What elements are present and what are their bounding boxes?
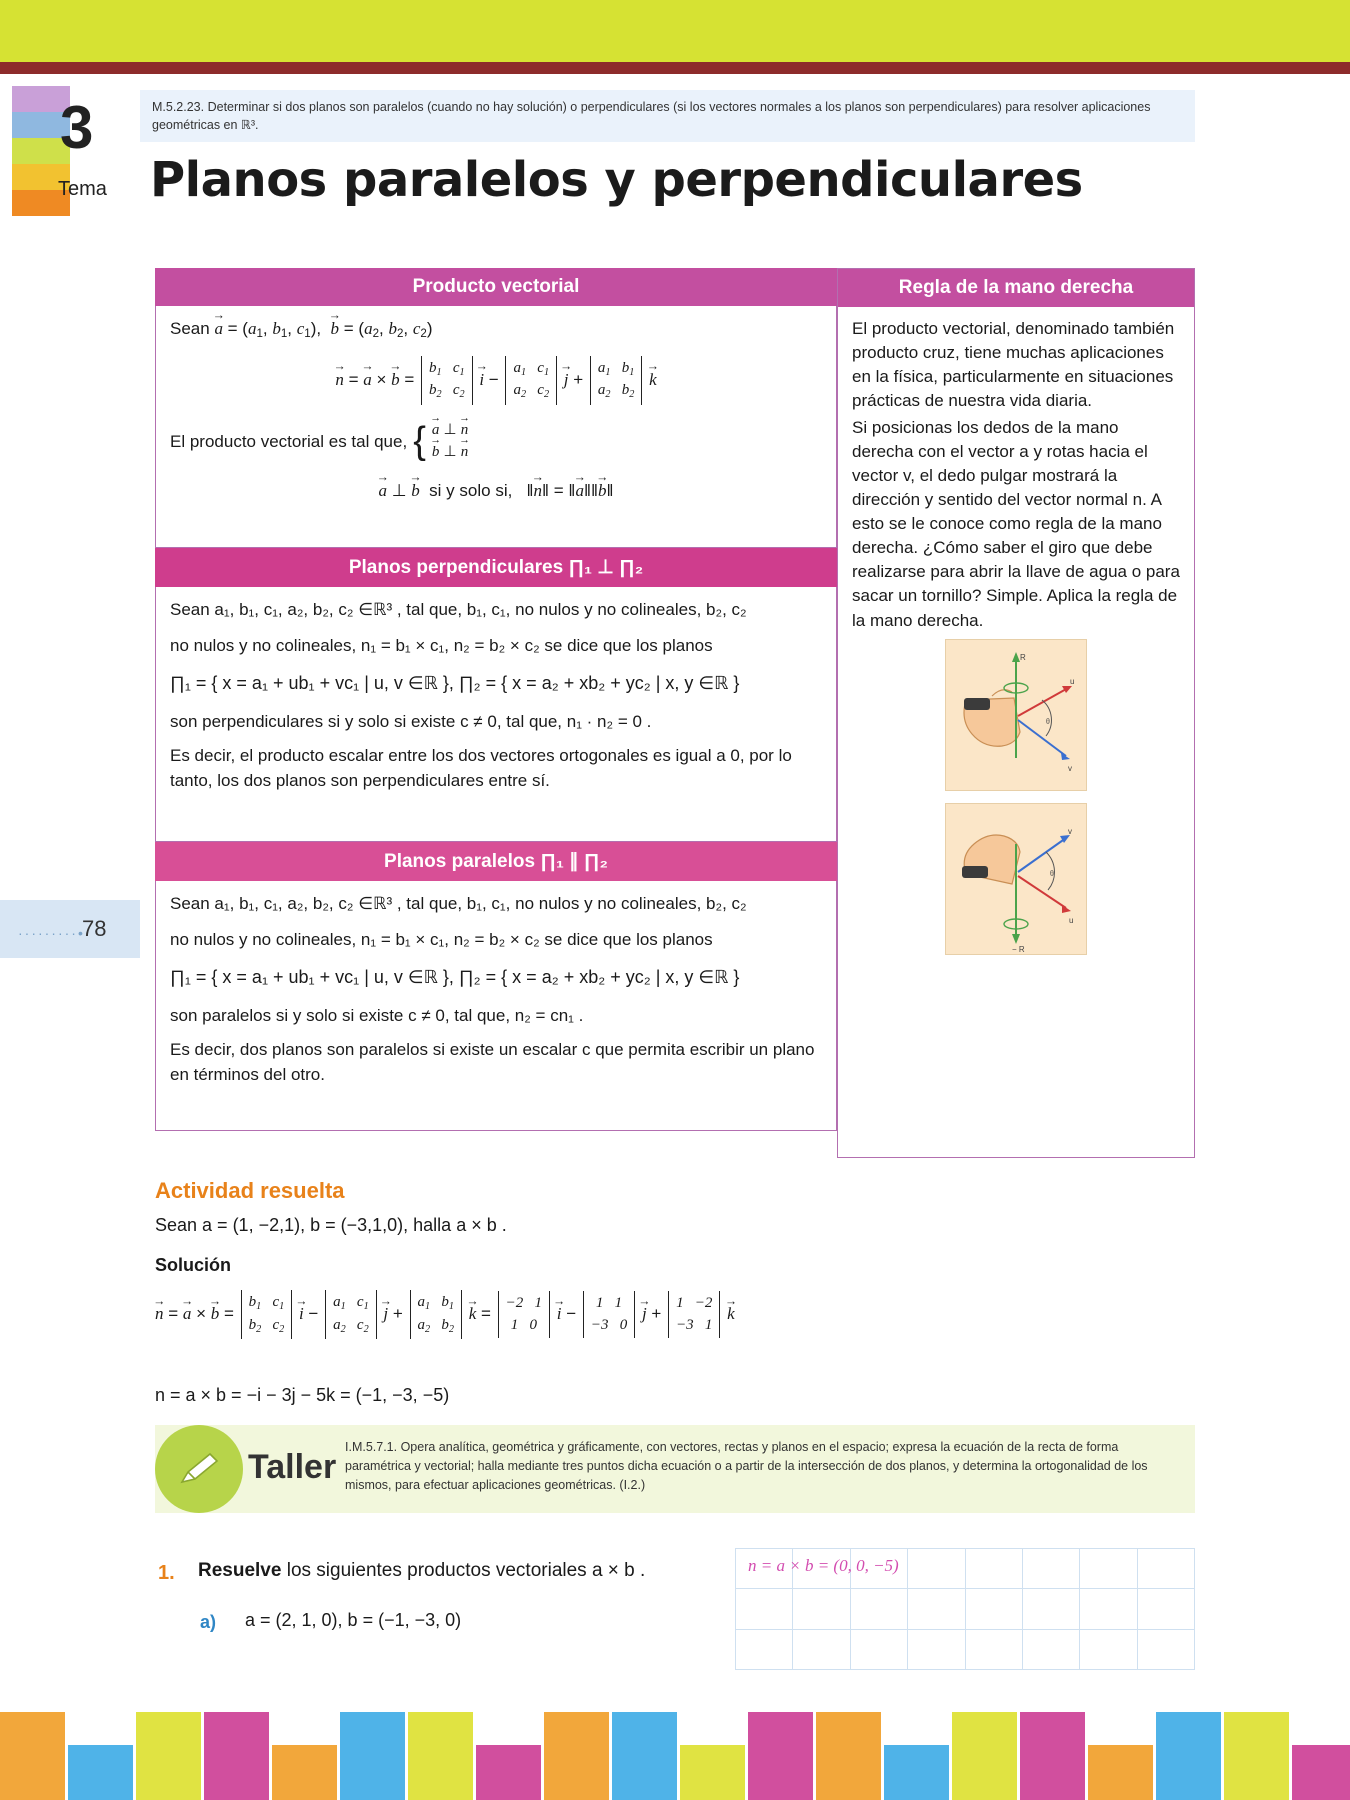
bottom-bar: [1156, 1712, 1221, 1800]
svg-text:v: v: [1068, 826, 1072, 836]
bottom-bar: [476, 1745, 541, 1800]
table-row[interactable]: [736, 1589, 1195, 1629]
pv-formula: n → = a → × b → = $b_1$ $c_1$ $b_2$ $c_2$ i → − $a_1$ $c_1$ $a_2$ $c_2$ j → + $a_1$ $b_1$ $a_2$ $b_2$ k →: [170, 356, 822, 405]
exercise-item-a-body: a = (2, 1, 0), b = (−1, −3, 0): [245, 1610, 462, 1630]
grid-cell[interactable]: [793, 1629, 850, 1669]
solucion-label: Solución: [155, 1255, 231, 1275]
svg-text:u: u: [1069, 915, 1074, 925]
svg-text:θ: θ: [1046, 716, 1050, 726]
objective-text: M.5.2.23. Determinar si dos planos son paralelos (cuando no hay solución) o perpendiculares (si los vectores normales a los planos son perpendiculares) para resolver aplicaciones geométricas en ℝ³.: [140, 90, 1195, 142]
bottom-bar: [1292, 1745, 1350, 1800]
bottom-bar: [0, 1712, 65, 1800]
planos-perpendiculares-header: Planos perpendiculares ∏₁ ⊥ ∏₂: [155, 548, 837, 587]
bottom-bar: [340, 1712, 405, 1800]
grid-cell[interactable]: [1137, 1629, 1194, 1669]
regla-mano-body: [838, 307, 1194, 965]
pv-line2: El producto vectorial es tal que, { a → ⊥ n → b → ⊥ n →: [170, 419, 822, 464]
exercise-number: 1.: [158, 1562, 175, 1584]
grid-cell[interactable]: [965, 1629, 1022, 1669]
grid-cell[interactable]: [1022, 1629, 1079, 1669]
page-number-dots: ·········•: [18, 925, 85, 941]
grid-cell[interactable]: [1080, 1549, 1137, 1589]
pv-line3: a → ⊥ b → si y solo si, ‖n →‖ = ‖a →‖‖b →‖: [170, 478, 822, 504]
pp-line1: Sean a₁, b₁, c₁, a₂, b₂, c₂ ∈ℝ³ , tal que, b₁, c₁, no nulos y no colineales, b₂, c₂: [170, 600, 747, 619]
pp-line4: son perpendiculares si y solo si existe c ≠ 0, tal que, n₁ · n₂ = 0 .: [170, 712, 652, 731]
bottom-bar: [68, 1745, 133, 1800]
solucion-result: n = a × b = −i − 3j − 5k = (−1, −3, −5): [155, 1385, 450, 1405]
ppar-line3: ∏₁ = { x = a₁ + ub₁ + vc₁ | u, v ∈ℝ }, ∏₂ = { x = a₂ + xb₂ + yc₂ | x, y ∈ℝ }: [170, 967, 740, 987]
page-number: 78: [82, 916, 107, 941]
grid-cell[interactable]: [1080, 1629, 1137, 1669]
bottom-bar: [1088, 1745, 1153, 1800]
bottom-bar: [408, 1712, 473, 1800]
grid-cell[interactable]: [850, 1589, 907, 1629]
grid-cell[interactable]: [736, 1629, 793, 1669]
taller-title: Taller: [248, 1448, 337, 1486]
svg-text:− R: − R: [1012, 944, 1025, 954]
exercise-prompt-rest: los siguientes productos vectoriales a × b .: [281, 1560, 646, 1581]
grid-cell[interactable]: [965, 1549, 1022, 1589]
pp-line2: no nulos y no colineales, n₁ = b₁ × c₁, n₂ = b₂ × c₂ se dice que los planos: [170, 635, 713, 655]
planos-perpendiculares-panel: [155, 587, 837, 842]
svg-text:u: u: [1070, 676, 1075, 686]
tema-number: 3: [60, 94, 94, 161]
producto-vectorial-header: Producto vectorial: [155, 268, 837, 306]
grid-cell[interactable]: [908, 1589, 965, 1629]
svg-text:θ: θ: [1050, 868, 1054, 878]
pp-line5: Es decir, el producto escalar entre los dos vectores ortogonales es igual a 0, por lo tanto, los dos planos son perpendiculares entre sí.: [170, 745, 792, 790]
grid-cell[interactable]: [1137, 1589, 1194, 1629]
producto-vectorial-panel: [155, 306, 837, 548]
bottom-bar: [816, 1712, 881, 1800]
planos-paralelos-panel: [155, 881, 837, 1131]
hand-diagram-2-icon: [946, 804, 1086, 954]
actividad-statement: Sean a = (1, −2,1), b = (−3,1,0), halla a × b .: [155, 1215, 507, 1235]
svg-text:v: v: [1068, 763, 1072, 773]
ppar-line2: no nulos y no colineales, n₁ = b₁ × c₁, n₂ = b₂ × c₂ se dice que los planos: [170, 929, 713, 949]
table-row[interactable]: [736, 1629, 1195, 1669]
bottom-bar: [1224, 1712, 1289, 1800]
planos-paralelos-header: Planos paralelos ∏₁ ∥ ∏₂: [155, 842, 837, 881]
pv-line1: Sean a → = ($a_1$, $b_1$, $c_1$), b → = ($a_2$, $b_2$, $c_2$): [170, 316, 822, 344]
tema-label: Tema: [58, 178, 107, 200]
top-maroon-band: [0, 62, 1350, 74]
ppar-line4: son paralelos si y solo si existe c ≠ 0, tal que, n₂ = cn₁ .: [170, 1006, 584, 1025]
exercise-prompt: [198, 1560, 645, 1582]
rm-paragraph-2: Si posicionas los dedos de la mano derecha con el vector a y rotas hacia el vector v, el dedo pulgar mostrará la dirección y sentido del vector normal n. A esto se le conoce como regla de la mano derecha. ¿Cómo saber el giro que debe realizarse para abrir la llave de agua o para sacar un tornillo? Simple. Aplica la regla de la mano derecha.: [852, 417, 1180, 630]
grid-cell[interactable]: [908, 1549, 965, 1589]
bottom-bar: [1020, 1712, 1085, 1800]
brace-icon: {: [413, 420, 426, 463]
grid-cell[interactable]: [1022, 1549, 1079, 1589]
svg-text:R: R: [1020, 652, 1026, 662]
actividad-title: Actividad resuelta: [155, 1178, 345, 1203]
grid-cell[interactable]: [908, 1629, 965, 1669]
page-title: Planos paralelos y perpendiculares: [150, 152, 1083, 208]
bottom-bar: [204, 1712, 269, 1800]
right-column: [837, 268, 1195, 1158]
hand-figures: [852, 639, 1180, 955]
grid-cell[interactable]: [1022, 1589, 1079, 1629]
pencil-icon: [180, 1452, 220, 1486]
solucion-math: n → = a → × b → = $b_1$ $c_1$ $b_2$ $c_2$ i → − $a_1$ $c_1$ $a_2$ $c_2$ j → + $a_1$ $b_1$ $a_2$ $b_2$ k → = −2 1 1 0 i → − 1 1 −3 0 j → + 1 −2 −3 1 k →: [155, 1290, 735, 1339]
top-green-band: [0, 0, 1350, 62]
right-hand-figure-2: [945, 803, 1087, 955]
grid-cell[interactable]: [736, 1589, 793, 1629]
taller-text: I.M.5.7.1. Opera analítica, geométrica y gráficamente, con vectores, rectas y planos en el espacio; expresa la ecuación de la recta de forma paramétrica y vectorial; halla mediante tres puntos dicha ecuación o a partir de la intersección de dos planos, y determina la ortogonalidad de los mismos, para efectuar aplicaciones geométricas. (I.2.): [345, 1440, 1148, 1492]
ppar-line5: Es decir, dos planos son paralelos si existe un escalar c que permita escribir un plano en términos del otro.: [170, 1039, 815, 1084]
right-hand-figure-1: [945, 639, 1087, 791]
left-column: [155, 268, 837, 1131]
bottom-bar: [544, 1712, 609, 1800]
hand-diagram-1-icon: [946, 640, 1086, 790]
ppar-line1: Sean a₁, b₁, c₁, a₂, b₂, c₂ ∈ℝ³ , tal que, b₁, c₁, no nulos y no colineales, b₂, c₂: [170, 894, 747, 913]
bottom-color-bars: [0, 1712, 1350, 1800]
bottom-bar: [748, 1712, 813, 1800]
bottom-bar: [884, 1745, 949, 1800]
grid-cell[interactable]: [1137, 1549, 1194, 1589]
bottom-bar: [136, 1712, 201, 1800]
regla-mano-header: Regla de la mano derecha: [838, 269, 1194, 307]
grid-cell[interactable]: [793, 1589, 850, 1629]
bottom-bar: [680, 1745, 745, 1800]
bottom-bar: [272, 1745, 337, 1800]
grid-cell[interactable]: [850, 1629, 907, 1669]
rm-paragraph-1: El producto vectorial, denominado también producto cruz, tiene muchas aplicaciones en la física, particularmente en situaciones prácticas de nuestra vida diaria.: [852, 319, 1175, 411]
grid-cell[interactable]: [965, 1589, 1022, 1629]
exercise-item-a-label: a): [200, 1612, 217, 1632]
handwritten-answer: n = a × b = (0, 0, −5): [748, 1556, 899, 1575]
pp-line3: ∏₁ = { x = a₁ + ub₁ + vc₁ | u, v ∈ℝ }, ∏₂ = { x = a₂ + xb₂ + yc₂ | x, y ∈ℝ }: [170, 673, 740, 693]
bottom-bar: [612, 1712, 677, 1800]
grid-cell[interactable]: [1080, 1589, 1137, 1629]
exercise-prompt-bold: Resuelve: [198, 1560, 282, 1581]
bottom-bar: [952, 1712, 1017, 1800]
